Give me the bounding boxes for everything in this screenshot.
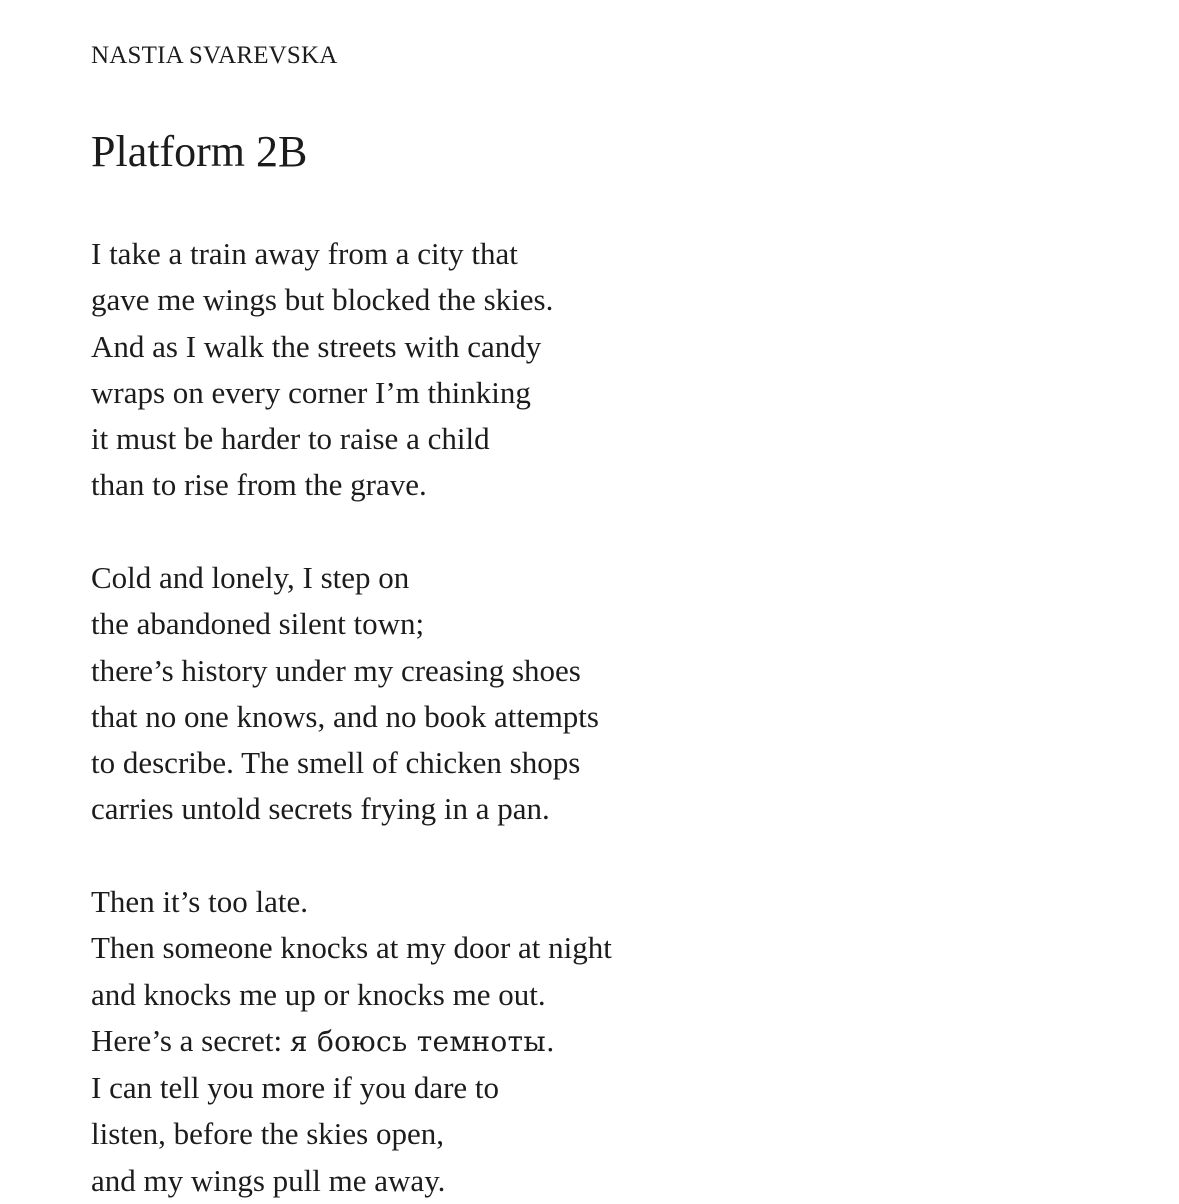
poem-line: I take a train away from a city that [91,236,518,271]
poem-line: there’s history under my creasing shoes [91,652,581,688]
stanza-2 [91,555,599,833]
poem-line: wraps on every corner I’m thinking [91,374,531,410]
poem-line: Cold and lonely, I step on [91,560,410,595]
poem-line: listen, before the skies open, [91,1116,444,1152]
poem-line: gave me wings but blocked the skies. [91,282,554,318]
poem-line: it must be harder to raise a child [91,421,490,457]
poem-line: and my wings pull me away. [91,1162,446,1198]
poem-line: And as I walk the streets with candy [91,328,542,364]
poem-title: Platform 2B [91,127,308,176]
poem-line: and knocks me up or knocks me out. [91,976,546,1012]
author-name: NASTIA SVAREVSKA [91,42,338,69]
poem-line: carries untold secrets frying in a pan. [91,791,550,827]
poem-line-cyrillic-part: я боюсь темноты. [289,1024,556,1058]
poem-line: the abandoned silent town; [91,606,425,642]
poem-line-latin-part: Here’s a secret: [91,1022,290,1058]
poem-line: to describe. The smell of chicken shops [91,745,581,781]
poem-line: I can tell you more if you dare to [91,1070,500,1106]
stanza-3 [91,879,612,1204]
poem-page [91,0,1091,1198]
poem-line: that no one knows, and no book attempts [91,698,599,734]
poem-line: Then it’s too late. [91,884,308,919]
poem-line-mixed [91,1018,612,1065]
poem-line: Then someone knocks at my door at night [91,930,612,966]
stanza-1 [91,231,553,509]
poem-line: than to rise from the grave. [91,467,427,503]
